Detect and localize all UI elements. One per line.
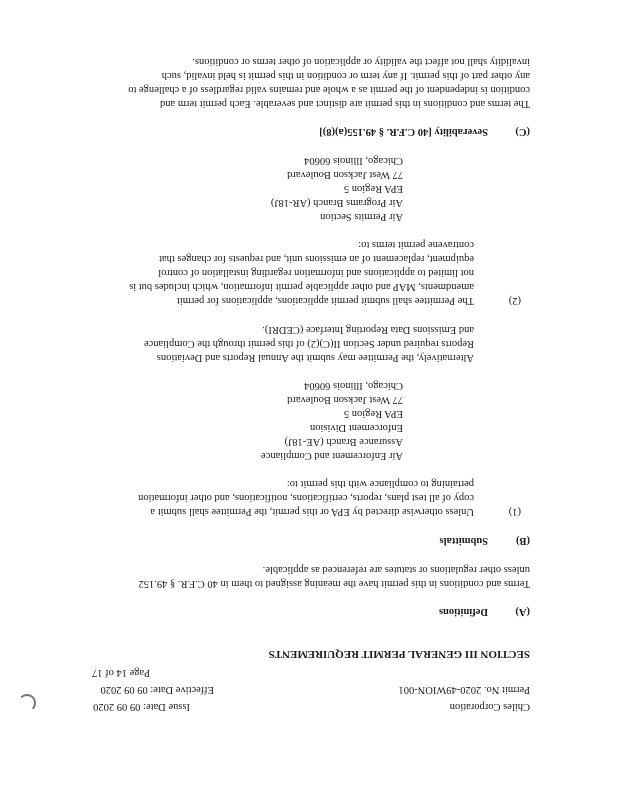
item1-address-line: EPA Region 5 xyxy=(343,408,403,419)
item2-address-line: EPA Region 5 xyxy=(343,183,403,194)
item2-line: amendments, MAP and other applicable permit information, which includes but is xyxy=(129,281,474,292)
definitions-line: unless other regulations or statutes are referenced as applicable. xyxy=(262,564,530,575)
permit-number: Permit No. 2020-49WION-001 xyxy=(398,684,530,695)
item2-address-line: 77 West Jackson Boulevard xyxy=(287,169,403,180)
item2-line: equipment, replacement of an emissions unit, and requests for changes that xyxy=(159,253,474,264)
definitions-heading: Definitions xyxy=(438,606,488,617)
item2-line: not limited to applications and information regarding installation of control xyxy=(158,267,474,278)
item2-line: The Permittee shall submit permit applications, applications for permit xyxy=(176,295,474,306)
item2-address-line: Air Permits Section xyxy=(320,211,403,222)
page-number: Page 14 of 17 xyxy=(91,667,150,678)
severability-line: The terms and conditions in this permit are distinct and severable. Each permit term and xyxy=(159,98,530,109)
severability-line: condition is independent of the permit as a whole and remains valid regardless of a challenge to xyxy=(128,84,530,95)
item1-alt-line: Reports required under Section II(C)(2) of this permit through the Compliance xyxy=(143,338,474,349)
item1-address-line: Chicago, Illinois 60604 xyxy=(304,380,403,391)
item1-address-line: Air Enforcement and Compliance xyxy=(261,450,403,461)
item1-number: (1) xyxy=(508,506,521,517)
scan-edge-mark-icon xyxy=(18,694,36,712)
section-title: SECTION III GENERAL PERMIT REQUIREMENTS xyxy=(268,648,530,660)
company-name: Chiles Corporation xyxy=(449,701,530,712)
submittals-label: (B) xyxy=(516,535,530,546)
severability-line: invalidity shall not affect the validity or application of other terms or conditions. xyxy=(192,56,530,67)
submittals-heading: Submittals xyxy=(439,535,488,546)
issue-date: Issue Date: 09 09 2020 xyxy=(93,701,190,712)
item1-line: pertaining to compliance with this permit to: xyxy=(286,478,474,489)
item1-alt-line: Alternatively, the Permittee may submit the Annual Reports and Deviations xyxy=(156,352,474,363)
item1-address-line: 77 West Jackson Boulevard xyxy=(287,394,403,405)
definitions-label: (A) xyxy=(515,606,530,617)
definitions-line: Terms and conditions in this permit have the meaning assigned to them in 40 C.F.R. § 49.152 xyxy=(138,578,530,589)
item1-line: Unless otherwise directed by EPA or this permit, the Permittee shall submit a xyxy=(150,506,474,517)
item2-address-line: Chicago, Illinois 60604 xyxy=(304,155,403,166)
item2-number: (2) xyxy=(508,295,521,306)
severability-line: any other part of this permit. If any term or condition in this permit is held invalid, such xyxy=(161,70,530,81)
severability-heading: Severability [40 C.F.R. § 49.155(a)(8)] xyxy=(319,126,488,137)
item2-address-line: Air Programs Branch (AR-18J) xyxy=(270,197,403,208)
item1-address-line: Assurance Branch (AE-18J) xyxy=(284,436,403,447)
item1-address-line: Enforcement Division xyxy=(309,422,403,433)
item1-alt-line: and Emissions Data Reporting Interface (CEDRI). xyxy=(262,324,474,335)
effective-date: Effective Date: 09 09 2020 xyxy=(100,684,214,695)
item1-line: copy of all test plans, reports, certifications, notifications, and other information xyxy=(138,492,474,503)
item2-line: contravene permit terms to: xyxy=(358,239,474,250)
severability-label: (C) xyxy=(515,126,530,137)
